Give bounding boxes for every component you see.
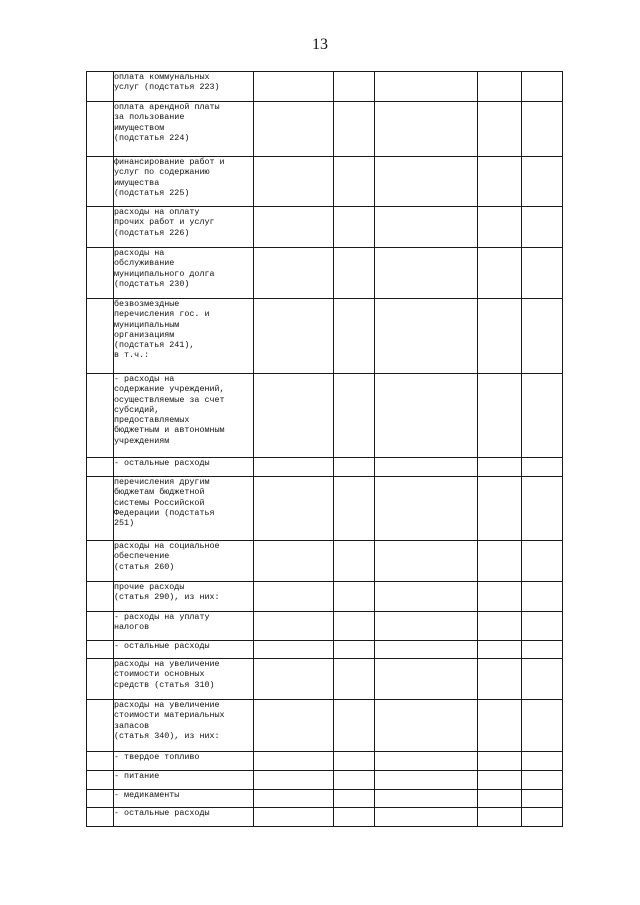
table-row <box>87 541 563 582</box>
value-cell <box>522 612 563 641</box>
value-cell <box>375 700 478 752</box>
value-cell <box>375 659 478 700</box>
row-number-cell <box>87 102 114 157</box>
value-cell <box>522 102 563 157</box>
value-cell <box>254 582 334 612</box>
value-cell <box>375 641 478 659</box>
expense-item-label: оплата арендной платы за пользование имуществом (подстатья 224) <box>114 102 254 157</box>
expense-item-label: расходы на социальное обеспечение (статья 260) <box>114 541 254 582</box>
value-cell <box>375 612 478 641</box>
row-number-cell <box>87 612 114 641</box>
table-row <box>87 374 563 458</box>
table-row <box>87 659 563 700</box>
value-cell <box>254 458 334 477</box>
row-number-cell <box>87 700 114 752</box>
value-cell <box>478 374 522 458</box>
value-cell <box>522 659 563 700</box>
value-cell <box>375 752 478 771</box>
row-number-cell <box>87 641 114 659</box>
value-cell <box>522 207 563 248</box>
value-cell <box>254 299 334 374</box>
value-cell <box>478 157 522 207</box>
value-cell <box>478 207 522 248</box>
expense-item-label: прочие расходы (статья 290), из них: <box>114 582 254 612</box>
value-cell <box>334 207 375 248</box>
value-cell <box>478 458 522 477</box>
expense-item-label: оплата коммунальных услуг (подстатья 223) <box>114 72 254 102</box>
value-cell <box>334 808 375 827</box>
value-cell <box>334 771 375 790</box>
value-cell <box>478 541 522 582</box>
value-cell <box>522 541 563 582</box>
value-cell <box>375 477 478 541</box>
value-cell <box>334 752 375 771</box>
expense-item-label: расходы на оплату прочих работ и услуг (подстатья 226) <box>114 207 254 248</box>
value-cell <box>334 582 375 612</box>
expense-item-label: перечисления другим бюджетам бюджетной системы Российской Федерации (подстатья 251) <box>114 477 254 541</box>
expense-item-label: - остальные расходы <box>114 808 254 827</box>
value-cell <box>522 582 563 612</box>
value-cell <box>478 582 522 612</box>
value-cell <box>334 458 375 477</box>
value-cell <box>522 458 563 477</box>
value-cell <box>478 700 522 752</box>
value-cell <box>522 374 563 458</box>
value-cell <box>254 659 334 700</box>
value-cell <box>522 752 563 771</box>
table-row <box>87 458 563 477</box>
table-row <box>87 700 563 752</box>
value-cell <box>254 790 334 808</box>
row-number-cell <box>87 458 114 477</box>
table-row <box>87 790 563 808</box>
table-row <box>87 641 563 659</box>
row-number-cell <box>87 477 114 541</box>
value-cell <box>478 752 522 771</box>
table-row <box>87 771 563 790</box>
expense-item-label: - остальные расходы <box>114 458 254 477</box>
value-cell <box>375 102 478 157</box>
value-cell <box>334 477 375 541</box>
table-row <box>87 102 563 157</box>
value-cell <box>522 157 563 207</box>
expense-item-label: безвозмездные перечисления гос. и муниципальным организациям (подстатья 241), в т.ч.: <box>114 299 254 374</box>
value-cell <box>375 374 478 458</box>
value-cell <box>254 641 334 659</box>
value-cell <box>375 248 478 299</box>
value-cell <box>254 541 334 582</box>
value-cell <box>334 299 375 374</box>
row-number-cell <box>87 207 114 248</box>
expense-item-label: расходы на увеличение стоимости материальных запасов (статья 340), из них: <box>114 700 254 752</box>
value-cell <box>478 248 522 299</box>
value-cell <box>375 771 478 790</box>
table-row <box>87 72 563 102</box>
value-cell <box>478 299 522 374</box>
expense-item-label: - расходы на уплату налогов <box>114 612 254 641</box>
value-cell <box>522 641 563 659</box>
table-row <box>87 612 563 641</box>
row-number-cell <box>87 299 114 374</box>
value-cell <box>478 771 522 790</box>
row-number-cell <box>87 752 114 771</box>
row-number-cell <box>87 72 114 102</box>
value-cell <box>375 157 478 207</box>
value-cell <box>478 641 522 659</box>
value-cell <box>334 248 375 299</box>
value-cell <box>478 808 522 827</box>
table-row <box>87 477 563 541</box>
value-cell <box>522 771 563 790</box>
value-cell <box>254 248 334 299</box>
row-number-cell <box>87 790 114 808</box>
value-cell <box>334 102 375 157</box>
row-number-cell <box>87 541 114 582</box>
value-cell <box>254 612 334 641</box>
expense-item-label: - твердое топливо <box>114 752 254 771</box>
value-cell <box>334 659 375 700</box>
value-cell <box>375 541 478 582</box>
value-cell <box>375 207 478 248</box>
table-row <box>87 248 563 299</box>
value-cell <box>334 72 375 102</box>
value-cell <box>334 790 375 808</box>
value-cell <box>254 477 334 541</box>
value-cell <box>375 72 478 102</box>
value-cell <box>522 808 563 827</box>
table-row <box>87 299 563 374</box>
row-number-cell <box>87 659 114 700</box>
table-row <box>87 207 563 248</box>
table-row <box>87 582 563 612</box>
expenses-table <box>86 71 563 827</box>
row-number-cell <box>87 771 114 790</box>
value-cell <box>375 458 478 477</box>
value-cell <box>254 700 334 752</box>
row-number-cell <box>87 157 114 207</box>
value-cell <box>334 641 375 659</box>
page-number: 13 <box>312 36 328 53</box>
value-cell <box>254 771 334 790</box>
value-cell <box>254 207 334 248</box>
table-row <box>87 157 563 207</box>
expense-item-label: - остальные расходы <box>114 641 254 659</box>
value-cell <box>254 808 334 827</box>
value-cell <box>375 790 478 808</box>
value-cell <box>478 612 522 641</box>
value-cell <box>254 752 334 771</box>
value-cell <box>478 477 522 541</box>
row-number-cell <box>87 248 114 299</box>
expense-item-label: - медикаменты <box>114 790 254 808</box>
value-cell <box>334 374 375 458</box>
value-cell <box>478 72 522 102</box>
value-cell <box>375 299 478 374</box>
expense-item-label: финансирование работ и услуг по содержанию имущества (подстатья 225) <box>114 157 254 207</box>
expense-item-label: - питание <box>114 771 254 790</box>
value-cell <box>478 659 522 700</box>
value-cell <box>522 477 563 541</box>
expense-item-label: - расходы на содержание учреждений, осуществляемые за счет субсидий, предоставляемых бюджетным и автономным учреждениям <box>114 374 254 458</box>
value-cell <box>334 541 375 582</box>
table-row <box>87 808 563 827</box>
value-cell <box>375 582 478 612</box>
expense-item-label: расходы на обслуживание муниципального долга (подстатья 230) <box>114 248 254 299</box>
row-number-cell <box>87 582 114 612</box>
value-cell <box>375 808 478 827</box>
value-cell <box>478 790 522 808</box>
value-cell <box>334 700 375 752</box>
value-cell <box>478 102 522 157</box>
value-cell <box>254 72 334 102</box>
value-cell <box>334 157 375 207</box>
table-row <box>87 752 563 771</box>
value-cell <box>254 374 334 458</box>
row-number-cell <box>87 374 114 458</box>
value-cell <box>522 790 563 808</box>
row-number-cell <box>87 808 114 827</box>
value-cell <box>334 612 375 641</box>
value-cell <box>522 72 563 102</box>
value-cell <box>522 299 563 374</box>
expense-item-label: расходы на увеличение стоимости основных средств (статья 310) <box>114 659 254 700</box>
value-cell <box>522 700 563 752</box>
value-cell <box>522 248 563 299</box>
value-cell <box>254 102 334 157</box>
value-cell <box>254 157 334 207</box>
